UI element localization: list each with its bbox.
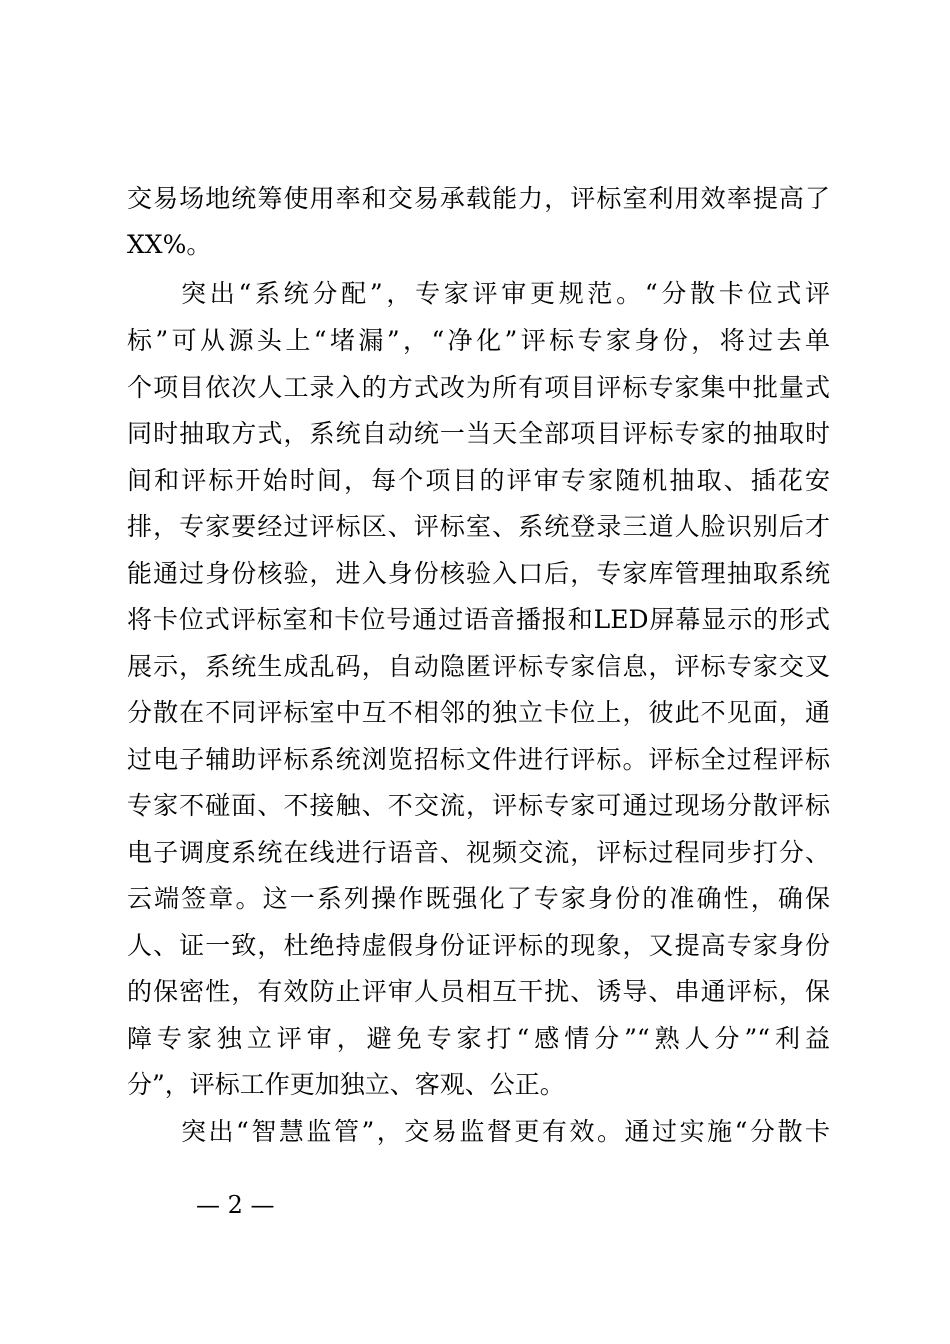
text-line: 标”可从源头上“堵漏”，“净化”评标专家身份，将过去单 [127, 326, 830, 355]
text-line: 人、证一致，杜绝持虚假身份证评标的现象，又提高专家身份 [127, 931, 830, 960]
text-line: XX%。 [127, 230, 212, 259]
text-line: 障专家独立评审，避免专家打“感情分”“熟人分”“利益 [127, 1024, 830, 1053]
text-line: 个项目依次人工录入的方式改为所有项目评标专家集中批量式 [127, 373, 830, 402]
text-line: 电子调度系统在线进行语音、视频交流，评标过程同步打分、 [127, 838, 830, 867]
text-line: 过电子辅助评标系统浏览招标文件进行评标。评标全过程评标 [127, 745, 830, 774]
text-line: 分散在不同评标室中互不相邻的独立卡位上，彼此不见面，通 [127, 698, 830, 727]
page-number: — 2 — [196, 1191, 275, 1219]
text-line: 的保密性，有效防止评审人员相互干扰、诱导、串通评标，保 [127, 977, 830, 1006]
text-line: 交易场地统筹使用率和交易承载能力，评标室利用效率提高了 [127, 184, 830, 213]
text-line: 排，专家要经过评标区、评标室、系统登录三道人脸识别后才 [127, 512, 830, 541]
text-line: 将卡位式评标室和卡位号通过语音播报和LED屏幕显示的形式 [127, 605, 830, 634]
paragraph-heading-line: 突出“智慧监管”，交易监督更有效。通过实施“分散卡 [181, 1117, 830, 1146]
paragraph-heading-line: 突出“系统分配”，专家评审更规范。“分散卡位式评 [181, 279, 830, 308]
text-line: 能通过身份核验，进入身份核验入口后，专家库管理抽取系统 [127, 559, 830, 588]
text-line: 展示，系统生成乱码，自动隐匿评标专家信息，评标专家交叉 [127, 652, 830, 681]
text-line: 间和评标开始时间，每个项目的评审专家随机抽取、插花安 [127, 466, 830, 495]
text-line: 同时抽取方式，系统自动统一当天全部项目评标专家的抽取时 [127, 419, 830, 448]
text-line: 分”，评标工作更加独立、客观、公正。 [127, 1070, 565, 1099]
text-line: 云端签章。这一系列操作既强化了专家身份的准确性，确保 [127, 884, 830, 913]
text-line: 专家不碰面、不接触、不交流，评标专家可通过现场分散评标 [127, 791, 830, 820]
